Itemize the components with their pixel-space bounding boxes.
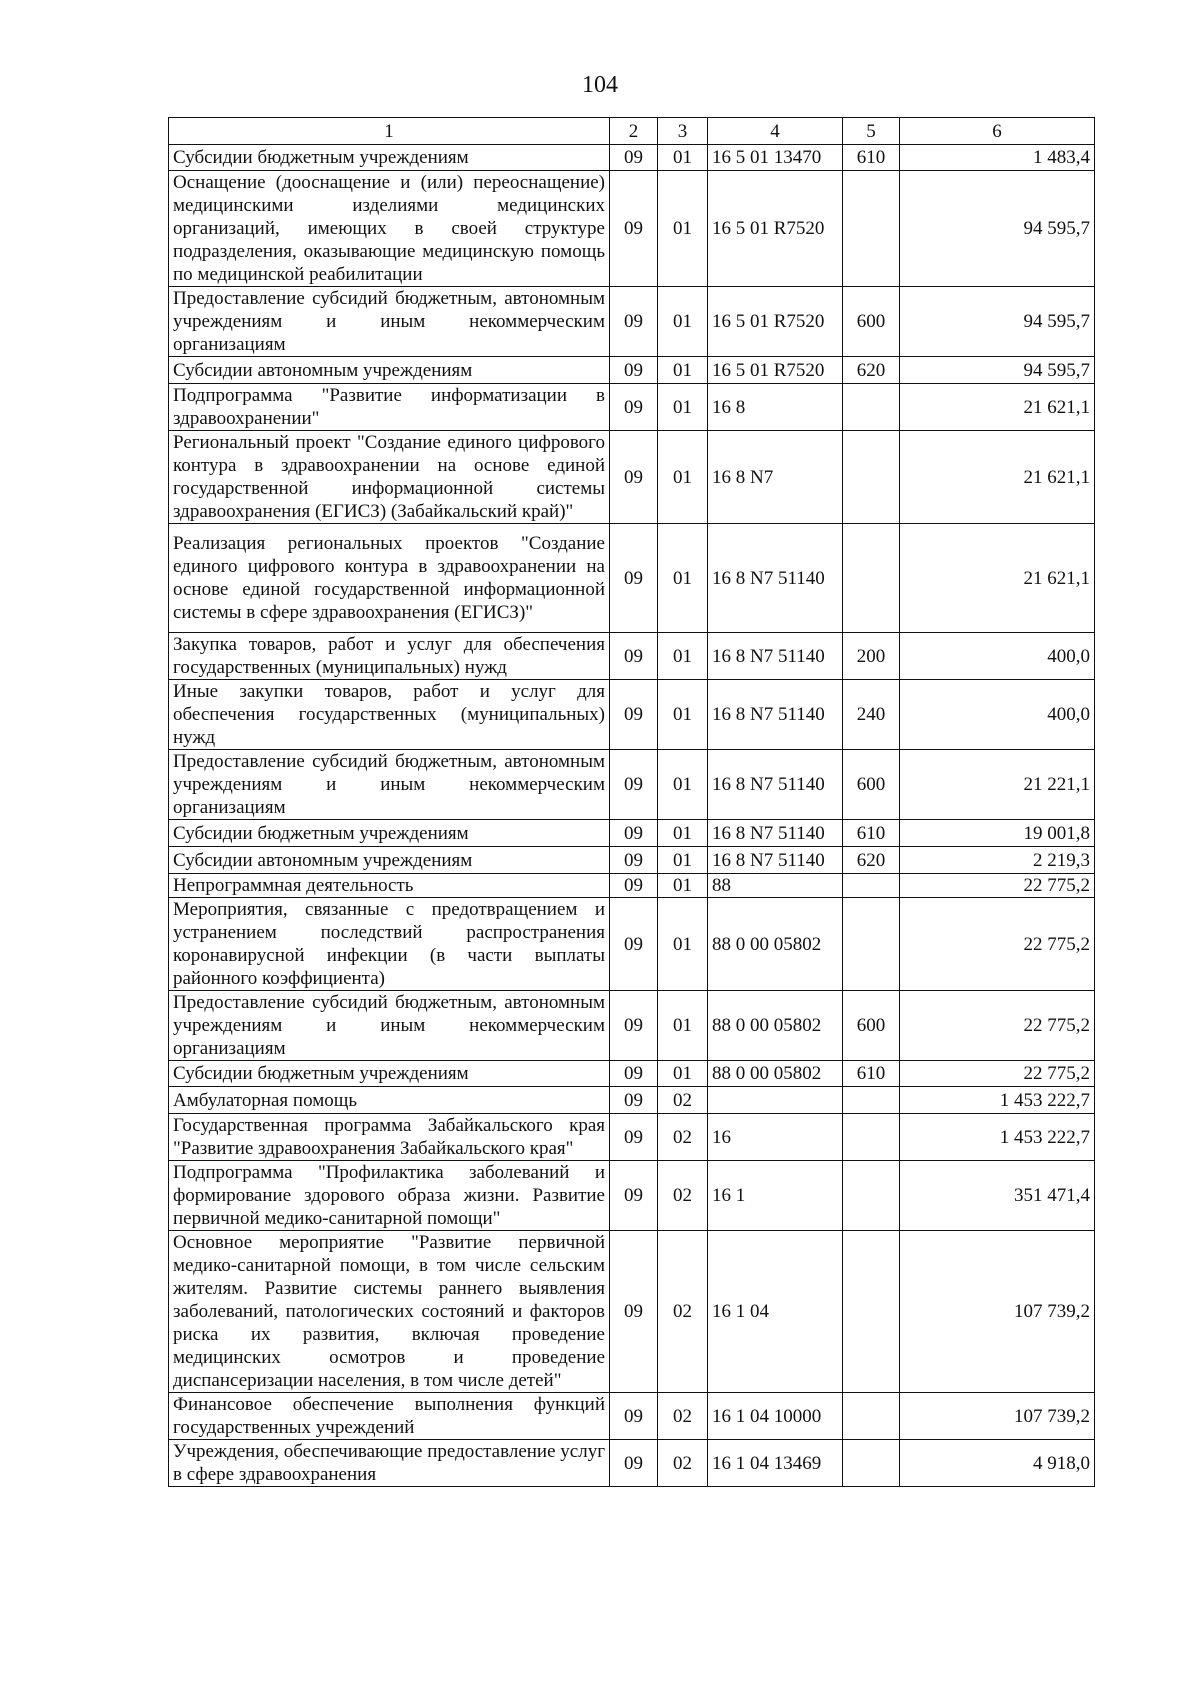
subsection-code: 02 — [658, 1231, 708, 1393]
amount-cell: 1 453 222,7 — [900, 1087, 1095, 1114]
subsection-code: 02 — [658, 1161, 708, 1231]
amount-cell: 351 471,4 — [900, 1161, 1095, 1231]
table-row — [169, 1440, 1095, 1487]
budget-item-name: Субсидии бюджетным учреждениям — [169, 145, 610, 171]
subsection-code: 01 — [658, 357, 708, 384]
subsection-code: 02 — [658, 1087, 708, 1114]
target-article-code: 16 8 — [708, 384, 843, 431]
subsection-code: 01 — [658, 524, 708, 633]
budget-item-name: Закупка товаров, работ и услуг для обеспечения государственных (муниципальных) нужд — [169, 633, 610, 680]
expense-type-code — [843, 1393, 900, 1440]
budget-item-name: Реализация региональных проектов "Создание единого цифрового контура в здравоохранении на основе единой государственной информационной системы в сфере здравоохранения (ЕГИСЗ)" — [169, 524, 610, 633]
section-code: 09 — [610, 1087, 658, 1114]
amount-cell: 400,0 — [900, 633, 1095, 680]
subsection-code: 01 — [658, 847, 708, 874]
table-row — [169, 898, 1095, 991]
budget-item-name: Амбулаторная помощь — [169, 1087, 610, 1114]
budget-item-name: Государственная программа Забайкальского края "Развитие здравоохранения Забайкальского края" — [169, 1114, 610, 1161]
amount-cell: 94 595,7 — [900, 357, 1095, 384]
budget-item-name: Оснащение (дооснащение и (или) переоснащение) медицинскими изделиями медицинских организаций, имеющих в своей структуре подразделения, оказывающие медицинскую помощь по медицинской реабилитации — [169, 171, 610, 287]
section-code: 09 — [610, 847, 658, 874]
subsection-code: 02 — [658, 1393, 708, 1440]
expense-type-code: 620 — [843, 357, 900, 384]
subsection-code: 01 — [658, 431, 708, 524]
target-article-code: 16 — [708, 1114, 843, 1161]
subsection-code: 01 — [658, 991, 708, 1061]
target-article-code: 16 8 N7 51140 — [708, 750, 843, 820]
section-code: 09 — [610, 431, 658, 524]
expense-type-code — [843, 1231, 900, 1393]
subsection-code: 01 — [658, 680, 708, 750]
table-row — [169, 431, 1095, 524]
subsection-code: 01 — [658, 145, 708, 171]
amount-cell: 1 483,4 — [900, 145, 1095, 171]
table-row — [169, 357, 1095, 384]
target-article-code: 16 5 01 R7520 — [708, 171, 843, 287]
amount-cell: 19 001,8 — [900, 820, 1095, 847]
target-article-code: 88 0 00 05802 — [708, 898, 843, 991]
table-row — [169, 145, 1095, 171]
target-article-code: 16 8 N7 51140 — [708, 847, 843, 874]
header-row — [169, 118, 1095, 145]
expense-type-code — [843, 1440, 900, 1487]
budget-item-name: Финансовое обеспечение выполнения функций государственных учреждений — [169, 1393, 610, 1440]
column-header: 5 — [843, 118, 900, 145]
subsection-code: 01 — [658, 1061, 708, 1087]
column-header: 2 — [610, 118, 658, 145]
table-row — [169, 1061, 1095, 1087]
amount-cell: 22 775,2 — [900, 991, 1095, 1061]
section-code: 09 — [610, 874, 658, 898]
amount-cell: 94 595,7 — [900, 287, 1095, 357]
subsection-code: 01 — [658, 874, 708, 898]
amount-cell: 21 621,1 — [900, 431, 1095, 524]
amount-cell: 22 775,2 — [900, 874, 1095, 898]
section-code: 09 — [610, 1231, 658, 1393]
expense-type-code: 610 — [843, 820, 900, 847]
table-row — [169, 874, 1095, 898]
section-code: 09 — [610, 1161, 658, 1231]
expense-type-code — [843, 524, 900, 633]
amount-cell: 21 621,1 — [900, 524, 1095, 633]
expense-type-code — [843, 1161, 900, 1231]
budget-item-name: Субсидии автономным учреждениям — [169, 357, 610, 384]
target-article-code: 16 8 N7 51140 — [708, 524, 843, 633]
column-header: 6 — [900, 118, 1095, 145]
section-code: 09 — [610, 357, 658, 384]
amount-cell: 107 739,2 — [900, 1231, 1095, 1393]
budget-item-name: Подпрограмма "Развитие информатизации в здравоохранении" — [169, 384, 610, 431]
expense-type-code — [843, 384, 900, 431]
section-code: 09 — [610, 633, 658, 680]
page-number: 104 — [582, 72, 618, 98]
table-row — [169, 171, 1095, 287]
expense-type-code: 600 — [843, 287, 900, 357]
section-code: 09 — [610, 171, 658, 287]
section-code: 09 — [610, 524, 658, 633]
subsection-code: 01 — [658, 171, 708, 287]
expense-type-code — [843, 171, 900, 287]
target-article-code: 88 0 00 05802 — [708, 1061, 843, 1087]
column-header: 4 — [708, 118, 843, 145]
subsection-code: 01 — [658, 633, 708, 680]
table-row — [169, 991, 1095, 1061]
expense-type-code — [843, 1087, 900, 1114]
section-code: 09 — [610, 384, 658, 431]
expense-type-code — [843, 874, 900, 898]
section-code: 09 — [610, 750, 658, 820]
section-code: 09 — [610, 1440, 658, 1487]
target-article-code: 16 1 04 13469 — [708, 1440, 843, 1487]
table-row — [169, 633, 1095, 680]
budget-item-name: Учреждения, обеспечивающие предоставление услуг в сфере здравоохранения — [169, 1440, 610, 1487]
subsection-code: 02 — [658, 1440, 708, 1487]
budget-item-name: Основное мероприятие "Развитие первичной медико-санитарной помощи, в том числе сельским жителям. Развитие системы раннего выявления заболеваний, патологических состояний и факторов риска их развития, включая проведение медицинских осмотров и проведение диспансеризации населения, в том числе детей" — [169, 1231, 610, 1393]
amount-cell: 107 739,2 — [900, 1393, 1095, 1440]
budget-item-name: Предоставление субсидий бюджетным, автономным учреждениям и иным некоммерческим организациям — [169, 991, 610, 1061]
expense-type-code — [843, 431, 900, 524]
section-code: 09 — [610, 820, 658, 847]
target-article-code: 16 1 — [708, 1161, 843, 1231]
target-article-code: 16 8 N7 51140 — [708, 633, 843, 680]
target-article-code: 16 5 01 R7520 — [708, 287, 843, 357]
section-code: 09 — [610, 898, 658, 991]
table-row — [169, 847, 1095, 874]
amount-cell: 22 775,2 — [900, 1061, 1095, 1087]
amount-cell: 4 918,0 — [900, 1440, 1095, 1487]
section-code: 09 — [610, 287, 658, 357]
expense-type-code: 620 — [843, 847, 900, 874]
target-article-code: 16 8 N7 51140 — [708, 820, 843, 847]
amount-cell: 21 621,1 — [900, 384, 1095, 431]
subsection-code: 01 — [658, 384, 708, 431]
expense-type-code: 600 — [843, 750, 900, 820]
amount-cell: 2 219,3 — [900, 847, 1095, 874]
target-article-code: 16 1 04 10000 — [708, 1393, 843, 1440]
section-code: 09 — [610, 1114, 658, 1161]
expense-type-code: 610 — [843, 1061, 900, 1087]
section-code: 09 — [610, 991, 658, 1061]
expense-type-code — [843, 1114, 900, 1161]
target-article-code: 16 8 N7 — [708, 431, 843, 524]
expense-type-code: 600 — [843, 991, 900, 1061]
expense-type-code — [843, 898, 900, 991]
budget-item-name: Субсидии автономным учреждениям — [169, 847, 610, 874]
target-article-code: 16 5 01 R7520 — [708, 357, 843, 384]
budget-item-name: Субсидии бюджетным учреждениям — [169, 1061, 610, 1087]
section-code: 09 — [610, 1061, 658, 1087]
budget-item-name: Подпрограмма "Профилактика заболеваний и формирование здорового образа жизни. Развитие первичной медико-санитарной помощи" — [169, 1161, 610, 1231]
table-row — [169, 1231, 1095, 1393]
budget-item-name: Субсидии бюджетным учреждениям — [169, 820, 610, 847]
target-article-code: 16 1 04 — [708, 1231, 843, 1393]
budget-table — [168, 117, 1095, 1487]
table-row — [169, 384, 1095, 431]
expense-type-code: 200 — [843, 633, 900, 680]
budget-item-name: Региональный проект "Создание единого цифрового контура в здравоохранении на основе единой государственной информационной системы здравоохранения (ЕГИСЗ) (Забайкальский край)" — [169, 431, 610, 524]
subsection-code: 01 — [658, 820, 708, 847]
table-row — [169, 524, 1095, 633]
amount-cell: 400,0 — [900, 680, 1095, 750]
table-row — [169, 680, 1095, 750]
table-row — [169, 1393, 1095, 1440]
budget-item-name: Предоставление субсидий бюджетным, автономным учреждениям и иным некоммерческим организациям — [169, 287, 610, 357]
target-article-code: 16 8 N7 51140 — [708, 680, 843, 750]
section-code: 09 — [610, 1393, 658, 1440]
section-code: 09 — [610, 145, 658, 171]
budget-item-name: Непрограммная деятельность — [169, 874, 610, 898]
budget-item-name: Предоставление субсидий бюджетным, автономным учреждениям и иным некоммерческим организациям — [169, 750, 610, 820]
column-header: 1 — [169, 118, 610, 145]
subsection-code: 02 — [658, 1114, 708, 1161]
budget-item-name: Мероприятия, связанные с предотвращением и устранением последствий распространения коронавирусной инфекции (в части выплаты районного коэффициента) — [169, 898, 610, 991]
table-row — [169, 820, 1095, 847]
table-row — [169, 1161, 1095, 1231]
column-header: 3 — [658, 118, 708, 145]
target-article-code: 16 5 01 13470 — [708, 145, 843, 171]
target-article-code — [708, 1087, 843, 1114]
amount-cell: 94 595,7 — [900, 171, 1095, 287]
expense-type-code: 240 — [843, 680, 900, 750]
subsection-code: 01 — [658, 750, 708, 820]
amount-cell: 21 221,1 — [900, 750, 1095, 820]
target-article-code: 88 0 00 05802 — [708, 991, 843, 1061]
table-row — [169, 750, 1095, 820]
table-row — [169, 1114, 1095, 1161]
target-article-code: 88 — [708, 874, 843, 898]
subsection-code: 01 — [658, 287, 708, 357]
subsection-code: 01 — [658, 898, 708, 991]
expense-type-code: 610 — [843, 145, 900, 171]
table-row — [169, 1087, 1095, 1114]
amount-cell: 22 775,2 — [900, 898, 1095, 991]
table-row — [169, 287, 1095, 357]
section-code: 09 — [610, 680, 658, 750]
budget-item-name: Иные закупки товаров, работ и услуг для обеспечения государственных (муниципальных) нужд — [169, 680, 610, 750]
amount-cell: 1 453 222,7 — [900, 1114, 1095, 1161]
